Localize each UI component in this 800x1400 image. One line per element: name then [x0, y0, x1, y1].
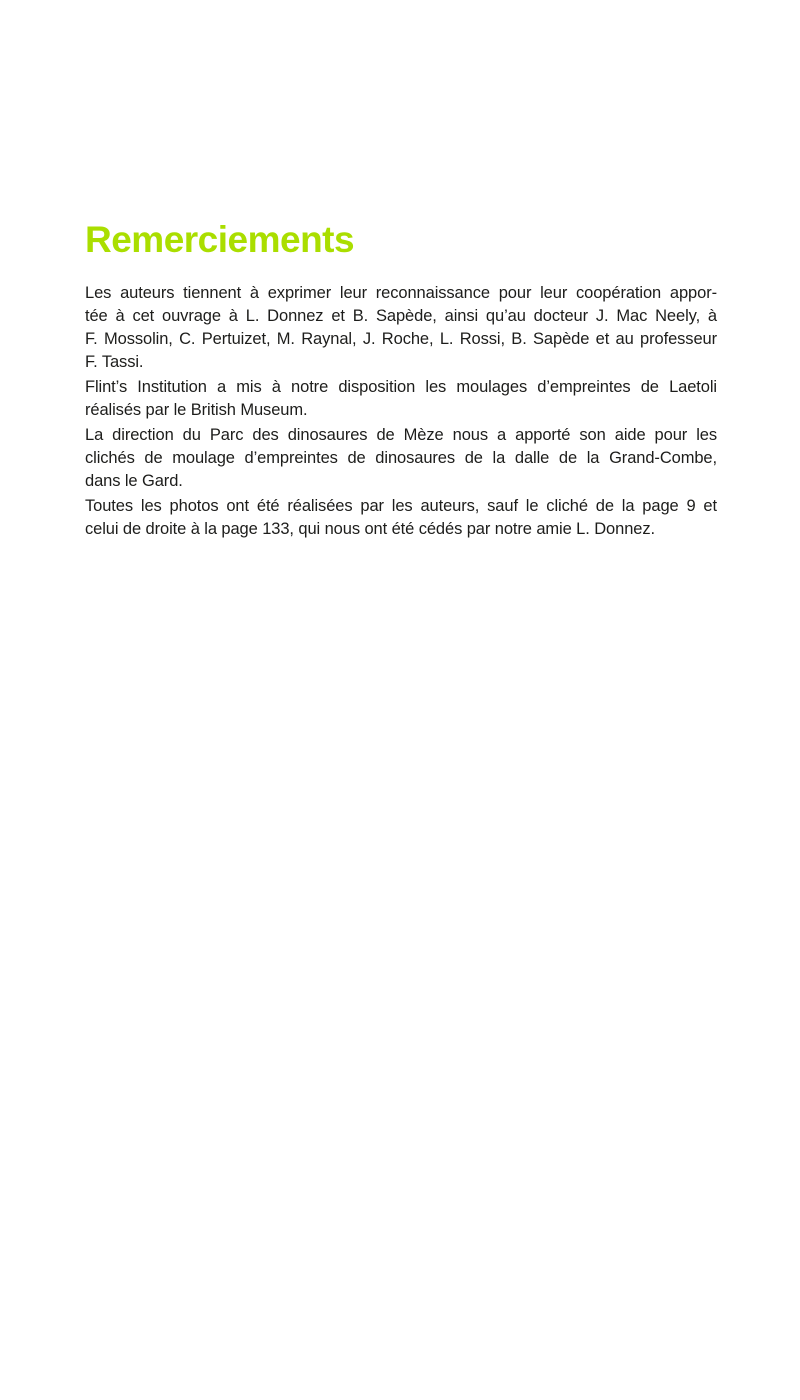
text-line: Toutes les photos ont été réalisées par les auteurs, sauf le cliché de la page 9 et [85, 497, 717, 515]
text-line: Les auteurs tiennent à exprimer leur reconnaissance pour leur coopération appor- [85, 284, 717, 302]
page-title: Remerciements [85, 219, 355, 260]
text-line: clichés de moulage d’empreintes de dinosaures de la dalle de la Grand-Combe, [85, 449, 717, 467]
text-line: F. Tassi. [85, 353, 144, 371]
text-line: F. Mossolin, C. Pertuizet, M. Raynal, J. Roche, L. Rossi, B. Sapède et au professeur [85, 330, 717, 348]
paragraph-4 [85, 495, 717, 541]
text-line: dans le Gard. [85, 472, 183, 490]
text-line: Flint’s Institution a mis à notre disposition les moulages d’empreintes de Laetoli [85, 378, 717, 396]
text-line: réalisés par le British Museum. [85, 401, 308, 419]
paragraph-1 [85, 282, 717, 374]
paragraph-2 [85, 376, 717, 422]
text-line: tée à cet ouvrage à L. Donnez et B. Sapède, ainsi qu’au docteur J. Mac Neely, à [85, 307, 717, 325]
acknowledgements-text [85, 282, 717, 543]
text-line: celui de droite à la page 133, qui nous ont été cédés par notre amie L. Donnez. [85, 520, 655, 538]
text-line: La direction du Parc des dinosaures de Mèze nous a apporté son aide pour les [85, 426, 717, 444]
paragraph-3 [85, 424, 717, 493]
